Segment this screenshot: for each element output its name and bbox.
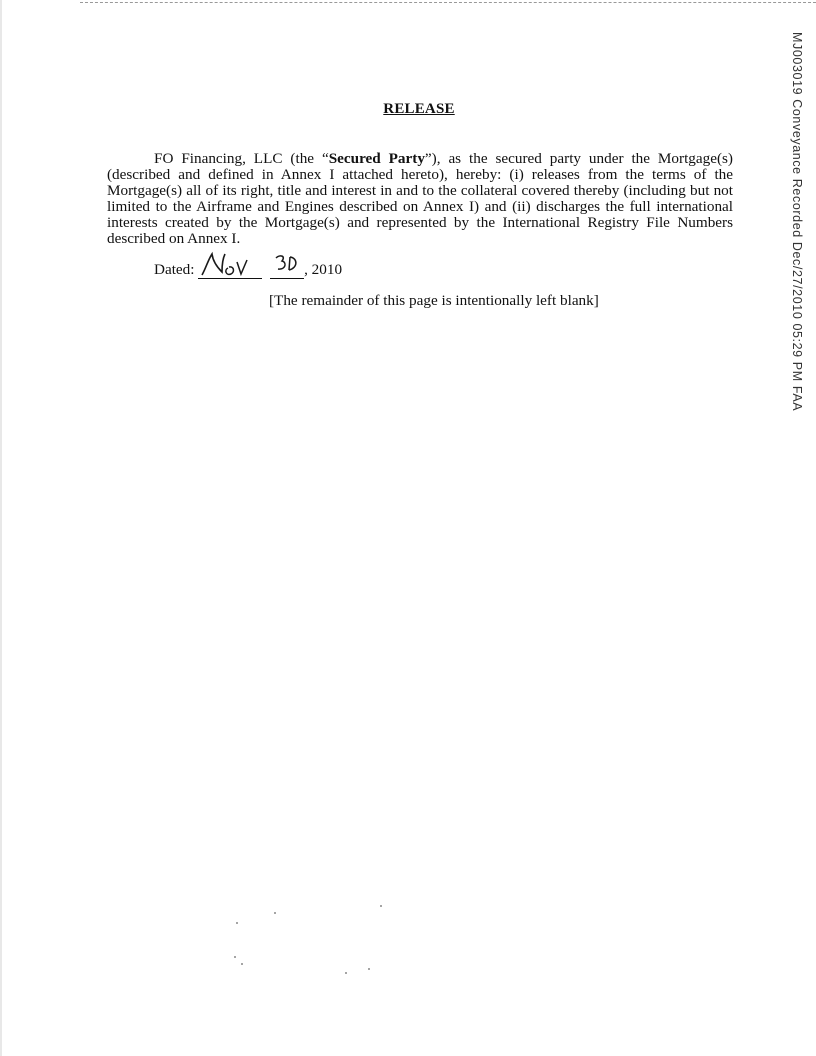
body-text-part2: ”), as the secured party under the Mortgage(s) (described and defined in Annex I attached hereto), hereby: (i) releases from the terms of the Mortgage(s) all of its right, title and interest in and to the collateral covered thereby (including but not limited to the Airframe and Engines described on Annex I) and (ii) discharges the full international interests created by the Mortgage(s) and represented by the International Registry File Numbers described on Annex I. — [107, 150, 733, 247]
handwritten-day-signature — [270, 250, 304, 280]
page-left-edge — [0, 0, 2, 1056]
scan-speck — [234, 956, 236, 958]
remainder-note: [The remainder of this page is intentionally left blank] — [269, 292, 599, 309]
dated-label: Dated: — [154, 261, 195, 278]
release-body-paragraph — [107, 151, 733, 247]
document-title: RELEASE — [383, 101, 455, 117]
dated-year: , 2010 — [304, 261, 343, 278]
scan-speck — [274, 912, 276, 914]
recording-side-stamp: MJ003019 Conveyance Recorded Dec/27/2010 05:29 PM FAA — [790, 32, 804, 412]
body-text-part1: FO Financing, LLC (the “ — [154, 150, 329, 167]
scan-speck — [368, 968, 370, 970]
scan-speck — [236, 922, 238, 924]
month-blank — [198, 258, 262, 279]
scan-speck — [241, 963, 243, 965]
scan-speck — [380, 905, 382, 907]
handwritten-month-signature — [198, 250, 262, 280]
top-scan-rule — [80, 2, 816, 3]
secured-party-term: Secured Party — [328, 150, 425, 167]
scan-speck — [345, 972, 347, 974]
dated-line — [154, 258, 342, 279]
day-blank — [270, 258, 304, 279]
